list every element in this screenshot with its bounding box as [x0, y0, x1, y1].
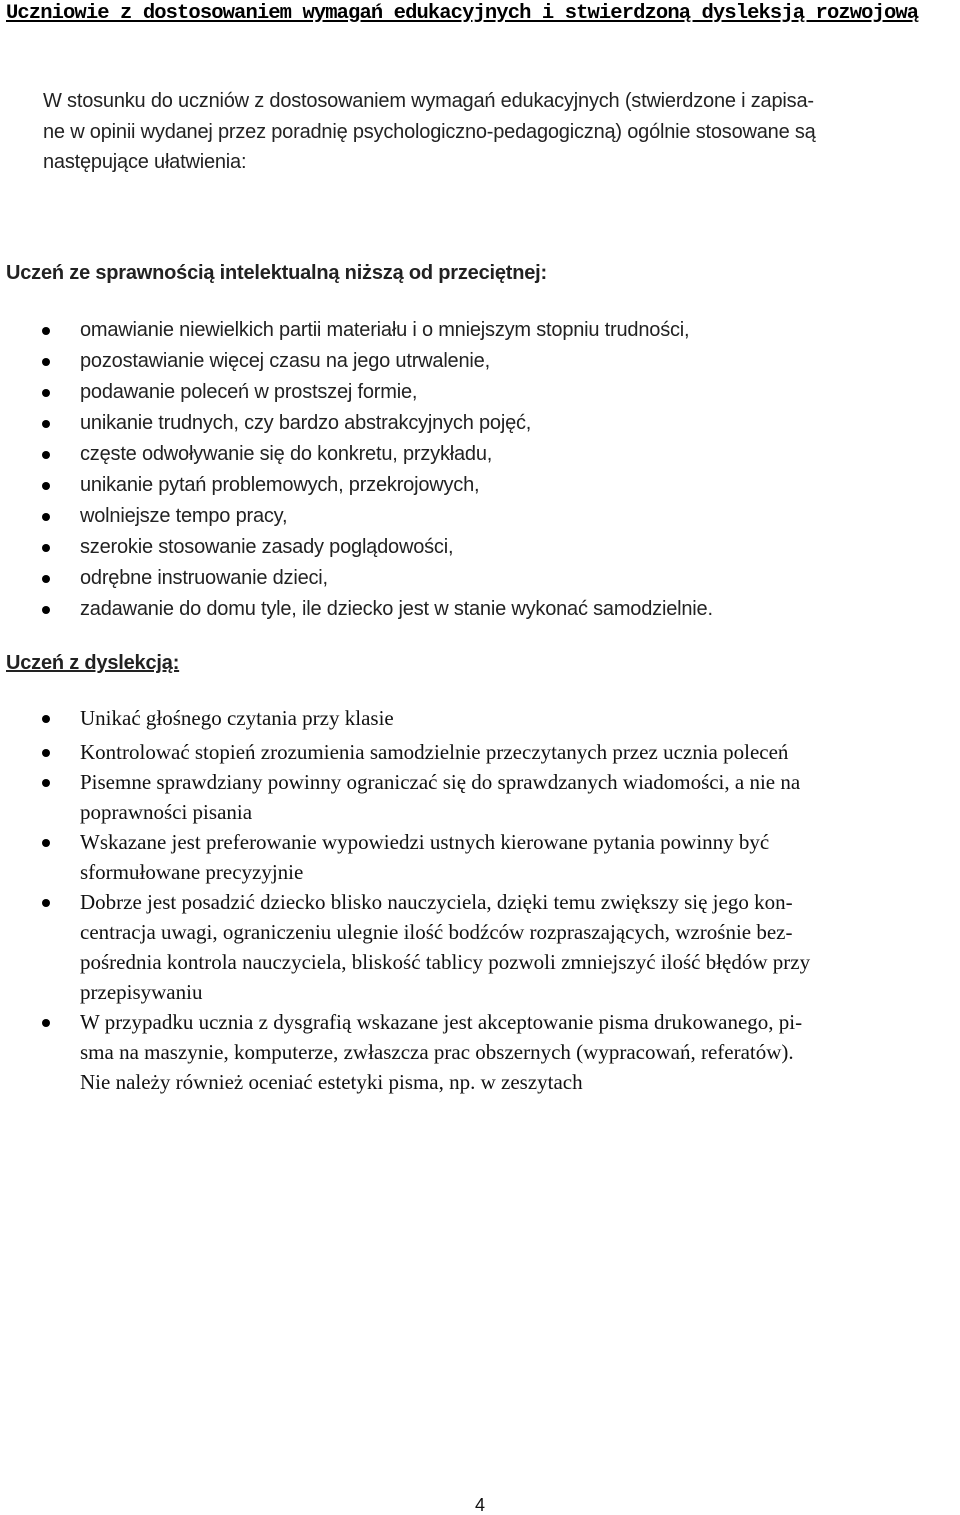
list-item-line: Wskazane jest preferowanie wypowiedzi ustnych kierowane pytania powinny być [80, 830, 770, 854]
list-item-line: Kontrolować stopień zrozumienia samodzielnie przeczytanych przez ucznia poleceń [80, 740, 789, 764]
list-item [0, 703, 960, 733]
list-item [0, 1007, 960, 1097]
list-item-line: pośrednia kontrola nauczyciela, bliskość tablicy pozwoli zmniejszyć ilość błędów przy [80, 950, 811, 974]
list-item-text: odrębne instruowanie dzieci, [80, 567, 328, 589]
list-item-line: W przypadku ucznia z dysgrafią wskazane jest akceptowanie pisma drukowanego, pi- [80, 1010, 803, 1034]
list-item-text: zadawanie do domu tyle, ile dziecko jest w stanie wykonać samodzielnie. [80, 598, 713, 620]
bullet-icon [42, 749, 50, 757]
list-item [0, 408, 960, 439]
list-item [0, 315, 960, 346]
list-item [0, 767, 960, 827]
list-item-text: omawianie niewielkich partii materiału i o mniejszym stopniu trudności, [80, 319, 690, 341]
list-item-text: unikanie trudnych, czy bardzo abstrakcyjnych pojęć, [80, 412, 532, 434]
bullet-icon [42, 327, 50, 335]
list-item [0, 346, 960, 377]
bullet-icon [42, 451, 50, 459]
list-item-line: centracja uwagi, ograniczeniu ulegnie ilość bodźców rozpraszających, wzrośnie bez- [80, 920, 793, 944]
list-item-text: pozostawianie więcej czasu na jego utrwalenie, [80, 350, 490, 372]
bullet-icon [42, 389, 50, 397]
bullet-icon [42, 606, 50, 614]
list-item [0, 532, 960, 563]
bullet-icon [42, 358, 50, 366]
list-item [0, 887, 960, 1007]
list-item [0, 563, 960, 594]
list-item-line: Pisemne sprawdziany powinny ograniczać się do sprawdzanych wiadomości, a nie na [80, 770, 801, 794]
list-item [0, 827, 960, 887]
intro-line: ne w opinii wydanej przez poradnię psychologiczno-pedagogiczną) ogólnie stosowane są [43, 120, 816, 143]
list-item-line: poprawności pisania [80, 800, 253, 824]
intro-line: następujące ułatwienia: [43, 151, 247, 173]
bullet-icon [42, 420, 50, 428]
bullet-icon [42, 513, 50, 521]
list-item-line: sma na maszynie, komputerze, zwłaszcza prac obszernych (wypracowań, referatów). [80, 1040, 794, 1064]
list-item [0, 439, 960, 470]
intro-line: W stosunku do uczniów z dostosowaniem wymagań edukacyjnych (stwierdzone i zapisa- [43, 90, 814, 112]
list-item-text: częste odwoływanie się do konkretu, przykładu, [80, 443, 493, 465]
list-item-text: szerokie stosowanie zasady poglądowości, [80, 536, 454, 558]
page-number: 4 [474, 1495, 485, 1515]
section-heading-dyslexia: Uczeń z dyslekcją: [6, 652, 180, 674]
list-item-line: sformułowane precyzyjnie [80, 860, 304, 884]
document-title: Uczniowie z dostosowaniem wymagań edukacyjnych i stwierdzoną dysleksją rozwojową [6, 2, 919, 25]
list-item [0, 737, 960, 767]
list-item [0, 501, 960, 532]
list-item [0, 377, 960, 408]
accommodations-list [0, 315, 960, 625]
bullet-icon [42, 1019, 50, 1027]
list-item-line: Dobrze jest posadzić dziecko blisko nauczyciela, dzięki temu zwiększy się jego kon- [80, 890, 793, 914]
list-item-line: Nie należy również oceniać estetyki pisma, np. w zeszytach [80, 1070, 583, 1094]
list-item-text: podawanie poleceń w prostszej formie, [80, 381, 418, 403]
bullet-icon [42, 482, 50, 490]
list-item [0, 470, 960, 501]
list-item-line: Unikać głośnego czytania przy klasie [80, 706, 394, 730]
list-item-line: przepisywaniu [80, 980, 203, 1004]
bullet-icon [42, 575, 50, 583]
list-item [0, 594, 960, 625]
list-item-text: unikanie pytań problemowych, przekrojowych, [80, 474, 480, 496]
bullet-icon [42, 839, 50, 847]
list-item-text: wolniejsze tempo pracy, [80, 505, 288, 527]
bullet-icon [42, 715, 50, 723]
bullet-icon [42, 779, 50, 787]
intro-paragraph [43, 86, 960, 178]
dyslexia-recommendations-list [0, 703, 960, 1097]
bullet-icon [42, 899, 50, 907]
section-heading-intellectual: Uczeń ze sprawnością intelektualną niższą od przeciętnej: [6, 262, 547, 284]
bullet-icon [42, 544, 50, 552]
